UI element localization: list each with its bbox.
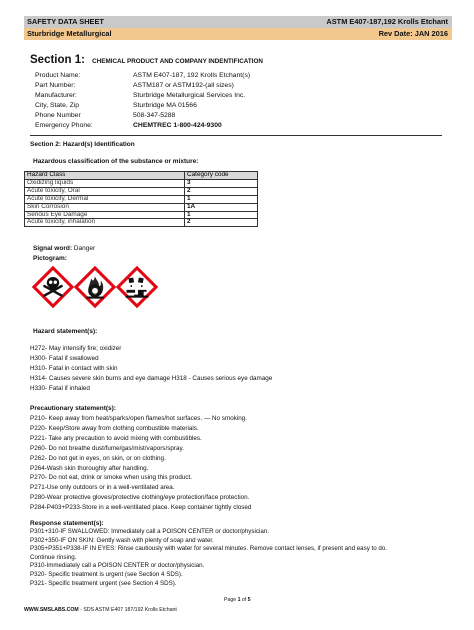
signal-word-value: Danger — [72, 245, 96, 252]
hazard-class-cell: Serious Eye Damage — [25, 211, 185, 219]
info-value: ASTM E407-187, 192 Krolls Etchant(s) — [133, 72, 251, 79]
info-key: City, State, Zip — [35, 102, 80, 109]
info-key: Phone Number — [35, 112, 81, 119]
flame-over-circle-icon — [74, 266, 116, 308]
hazard-class-table — [24, 171, 258, 227]
list-item: P264-Wash skin thoroughly after handling. — [30, 464, 149, 472]
category-code-cell: 1 — [185, 195, 258, 203]
list-item: P280-Wear protective gloves/protective clothing/eye protection/face protection. — [30, 494, 250, 502]
info-value: Sturbridge MA 01566 — [133, 102, 197, 109]
table-row — [25, 203, 258, 211]
section1-subtitle: CHEMICAL PRODUCT AND COMPANY INDENTIFICATION — [92, 58, 263, 65]
company-name: Sturbridge Metallurgical — [27, 29, 112, 38]
section1-heading — [30, 54, 263, 66]
page-number — [224, 597, 251, 603]
category-code-cell: 1A — [185, 203, 258, 211]
list-item: H300- Fatal if swallowed — [30, 354, 99, 362]
list-item: P321- Specific treatment urgent (see Section 4 SDS). — [30, 579, 177, 587]
hazard-class-cell: Acute toxicity, Oral — [25, 187, 185, 195]
list-item: P210- Keep away from heat/sparks/open flames/hot surfaces. — No smoking. — [30, 415, 247, 422]
header-bar-company — [24, 28, 452, 40]
list-item: P284-P403+P233-Store in a well-ventilated place. Keep container tightly closed — [30, 504, 252, 512]
page-of: of — [240, 597, 248, 603]
list-item: P320- Specific treatment is urgent (see Section 4 SDS). — [30, 570, 183, 578]
table-row — [25, 219, 258, 227]
info-key: Part Number: — [35, 82, 76, 89]
list-item: P262- Do not get in eyes, on skin, or on clothing. — [30, 454, 166, 462]
info-value: ASTM187 or ASTM192-(all sizes) — [133, 82, 234, 89]
response-heading: Response statement(s): — [30, 520, 104, 527]
emergency-phone: CHEMTREC 1-800-424-9300 — [133, 122, 222, 129]
list-item: P220- Keep/Store away from clothing combustible materials. — [30, 424, 199, 432]
footer-line — [24, 607, 177, 613]
list-item: H314- Causes severe skin burns and eye damage H318 - Causes serious eye damage — [30, 374, 273, 382]
hazard-class-cell: Acute toxicity, inhalation — [25, 219, 185, 227]
info-value: Sturbridge Metallurgical Services Inc. — [133, 92, 246, 99]
header-bar-title — [24, 16, 452, 28]
list-item: P270- Do not eat, drink or smoke when using this product. — [30, 474, 193, 482]
precautionary-statements-list — [30, 414, 251, 513]
footer-url[interactable]: WWW.SMSLABS.COM — [24, 607, 79, 613]
section-divider — [30, 135, 442, 136]
pictogram-label: Pictogram: — [33, 255, 67, 262]
list-item: P221- Take any precaution to avoid mixing with combustibles. — [30, 434, 202, 442]
page-prefix: Page — [224, 597, 238, 603]
hazard-statements-list — [30, 344, 272, 394]
list-item: P302+350-IF ON SKIN: Gently wash with plenty of soap and water. — [30, 536, 214, 544]
category-code-cell: 3 — [185, 179, 258, 187]
hazard-class-cell: Skin Corrosion — [25, 203, 185, 211]
product-title: ASTM E407-187,192 Krolls Etchant — [326, 17, 448, 26]
precautionary-heading: Precautionary statement(s): — [30, 405, 116, 412]
list-item: Continue rinsing. — [30, 553, 77, 561]
page-current: 1 — [237, 597, 241, 603]
skull-crossbones-icon — [32, 266, 74, 308]
category-code-cell: 2 — [185, 187, 258, 195]
table-header-cell: Category code — [185, 172, 258, 180]
hazard-class-cell: Acute toxicity, Dermal — [25, 195, 185, 203]
document-type: SAFETY DATA SHEET — [27, 17, 104, 26]
revision-date: Rev Date: JAN 2016 — [378, 29, 448, 38]
list-item: P310-Immediately call a POISON CENTER or doctor/physician. — [30, 562, 205, 570]
info-key: Emergency Phone: — [35, 122, 93, 129]
list-item: H330- Fatal if inhaled — [30, 384, 90, 392]
hazard-class-cell: Oxidizing liquids — [25, 179, 185, 187]
info-key: Product Name: — [35, 72, 81, 79]
list-item: P271-Use only outdoors or in a well-ventilated area. — [30, 484, 175, 492]
list-item: H272- May intensify fire; oxidizer — [30, 345, 122, 352]
info-value: 508-347-5288 — [133, 112, 176, 119]
signal-word — [33, 245, 95, 252]
info-key: Manufacturer: — [35, 92, 77, 99]
list-item: P260- Do not breathe dust/fume/gas/mist/vapors/spray. — [30, 444, 184, 452]
list-item: P301+310-IF SWALLOWED: Immediately call a POISON CENTER or doctor/physician. — [30, 528, 269, 535]
table-row — [25, 195, 258, 203]
classification-heading: Hazardous classification of the substance or mixture: — [33, 158, 199, 165]
corrosion-icon — [116, 266, 158, 308]
category-code-cell: 1 — [185, 211, 258, 219]
response-statements-list — [30, 528, 387, 588]
list-item: P305+P351+P338-IF IN EYES: Rinse cautiously with water for several minutes. Remove contact lenses, if present and easy to do. — [30, 545, 387, 553]
table-header-cell: Hazard Class — [25, 172, 185, 180]
signal-word-label: Signal word: — [33, 245, 72, 252]
section1-title: Section 1: — [30, 54, 85, 66]
list-item: H310- Fatal in contact with skin — [30, 364, 118, 372]
category-code-cell: 2 — [185, 219, 258, 227]
hazard-statements-heading: Hazard statement(s): — [33, 328, 98, 335]
footer-doc: - SDS ASTM E407 187/192 Krolls Etchant — [78, 607, 177, 613]
page-total: 5 — [247, 597, 251, 603]
section2-title: Section 2: Hazard(s) Identification — [30, 141, 135, 148]
